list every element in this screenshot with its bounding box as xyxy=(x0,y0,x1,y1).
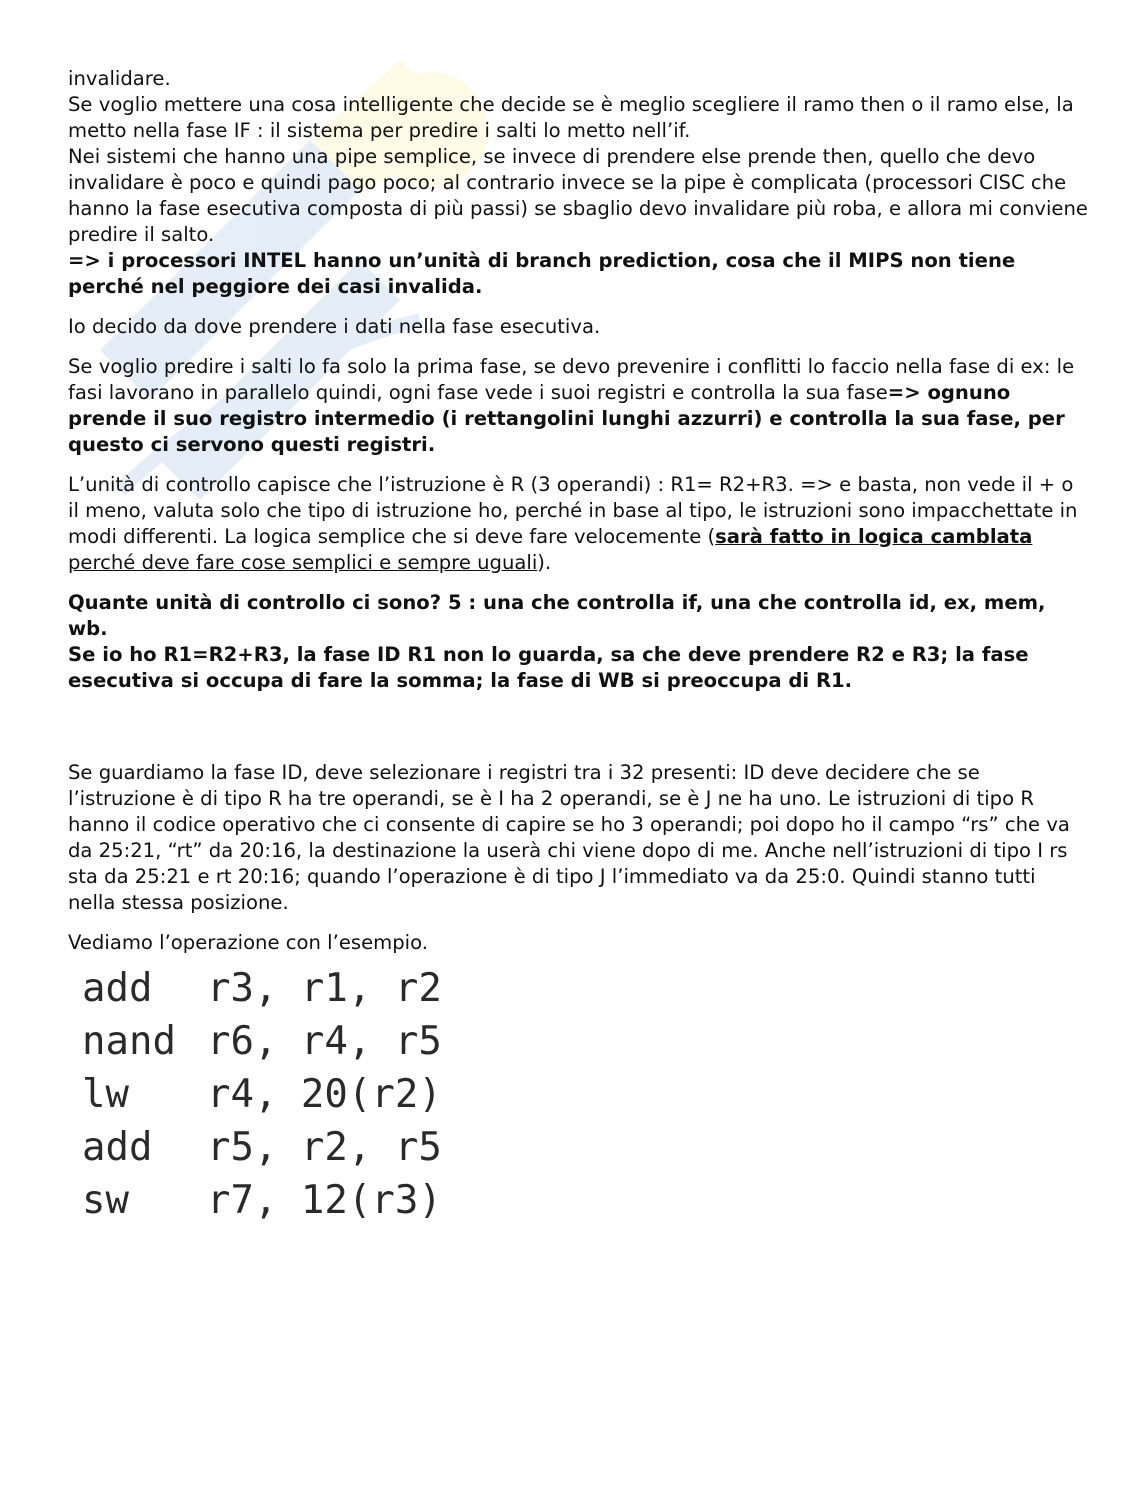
bold-text: Se io ho R1=R2+R3, la fase ID R1 non lo guarda, sa che deve prendere R2 e R3; la fase esecutiva si occupa di fare la somma; la fase di WB si preoccupa di R1. xyxy=(68,643,1029,692)
bold-text: => ognuno prende il suo registro intermedio (i rettangolini lunghi azzurri) e controlla la sua fase, per questo ci servono questi registri. xyxy=(68,381,1065,456)
bold-text: => i processori INTEL hanno un’unità di branch prediction, cosa che il MIPS non tiene perché nel peggiore dei casi invalida. xyxy=(68,249,1016,298)
code-line xyxy=(82,1068,502,1121)
paragraph-line: invalidare. xyxy=(68,67,171,90)
paragraph-line: Nei sistemi che hanno una pipe semplice, se invece di prendere else prende then, quello che devo invalidare è poco e quindi pago poco; al contrario invece se la pipe è complicata (processori CISC che hanno la fase esecutiva composta di più passi) se sbaglio devo invalidare più roba, e allora mi conviene predire il salto. xyxy=(68,145,1088,246)
code-line xyxy=(82,1121,502,1174)
paragraph: Se guardiamo la fase ID, deve selezionare i registri tra i 32 presenti: ID deve decidere che se l’istruzione è di tipo R ha tre operandi, se è I ha 2 operandi, se è J ne ha uno. Le istruzioni di tipo R hanno il codice operativo che ci consente di capire se ho 3 operandi; poi dopo ho il campo “rs” che va da 25:21, “rt” da 20:16, la destinazione la userà chi viene dopo di me. Anche nell’istruzioni di tipo I rs sta da 25:21 e rt 20:16; quando l’operazione è di tipo J l’immediato va da 25:0. Quindi stanno tutti nella stessa posizione. xyxy=(68,761,1070,914)
bold-statement xyxy=(68,642,1088,694)
paragraph: Io decido da dove prendere i dati nella fase esecutiva. xyxy=(68,315,601,338)
code-operands: r5, r2, r5 xyxy=(207,1125,442,1170)
normal-text: L’unità di controllo capisce che l’istruzione è R (3 operandi) : R1= R2+R3. => e basta, non vede il + o il meno, valuta solo che tipo di istruzione ho, perché in base al tipo, le istruzioni sono impacchettate in modi differenti. La logica semplice che si deve fare velocemente ( xyxy=(68,473,1078,548)
normal-text: ). xyxy=(537,551,552,574)
code-line xyxy=(82,1174,502,1227)
code-opcode: add xyxy=(82,966,153,1011)
bold-underline-text: sarà fatto in logica camblata xyxy=(715,525,1033,548)
code-operands: r6, r4, r5 xyxy=(207,1019,442,1064)
code-operands: r7, 12(r3) xyxy=(207,1178,442,1223)
code-line xyxy=(82,1015,502,1068)
code-opcode: sw xyxy=(82,1178,129,1223)
code-operands: r4, 20(r2) xyxy=(207,1072,442,1117)
code-operands: r3, r1, r2 xyxy=(207,966,442,1011)
bold-text: Quante unità di controllo ci sono? 5 : una che controlla if, una che controlla id, ex, mem, wb. xyxy=(68,591,1046,640)
code-opcode: nand xyxy=(82,1019,176,1064)
paragraph xyxy=(68,472,1088,576)
code-opcode: add xyxy=(82,1125,153,1170)
code-opcode: lw xyxy=(82,1072,129,1117)
paragraph-line: Se voglio mettere una cosa intelligente che decide se è meglio scegliere il ramo then o il ramo else, la metto nella fase IF : il sistema per predire i salti lo metto nell’if. xyxy=(68,93,1074,142)
code-line xyxy=(82,962,502,1015)
paragraph: Vediamo l’operazione con l’esempio. xyxy=(68,931,428,954)
code-example xyxy=(82,962,502,1227)
bold-statement xyxy=(68,248,1088,300)
bold-statement xyxy=(68,590,1088,642)
document-body xyxy=(68,66,1088,956)
paragraph xyxy=(68,354,1088,458)
normal-text: Se voglio predire i salti lo fa solo la prima fase, se devo prevenire i conflitti lo faccio nella fase di ex: le fasi lavorano in parallelo quindi, ogni fase vede i suoi registri e controlla la sua fase xyxy=(68,355,1075,404)
underline-text: perché deve fare cose semplici e sempre uguali xyxy=(68,551,538,574)
